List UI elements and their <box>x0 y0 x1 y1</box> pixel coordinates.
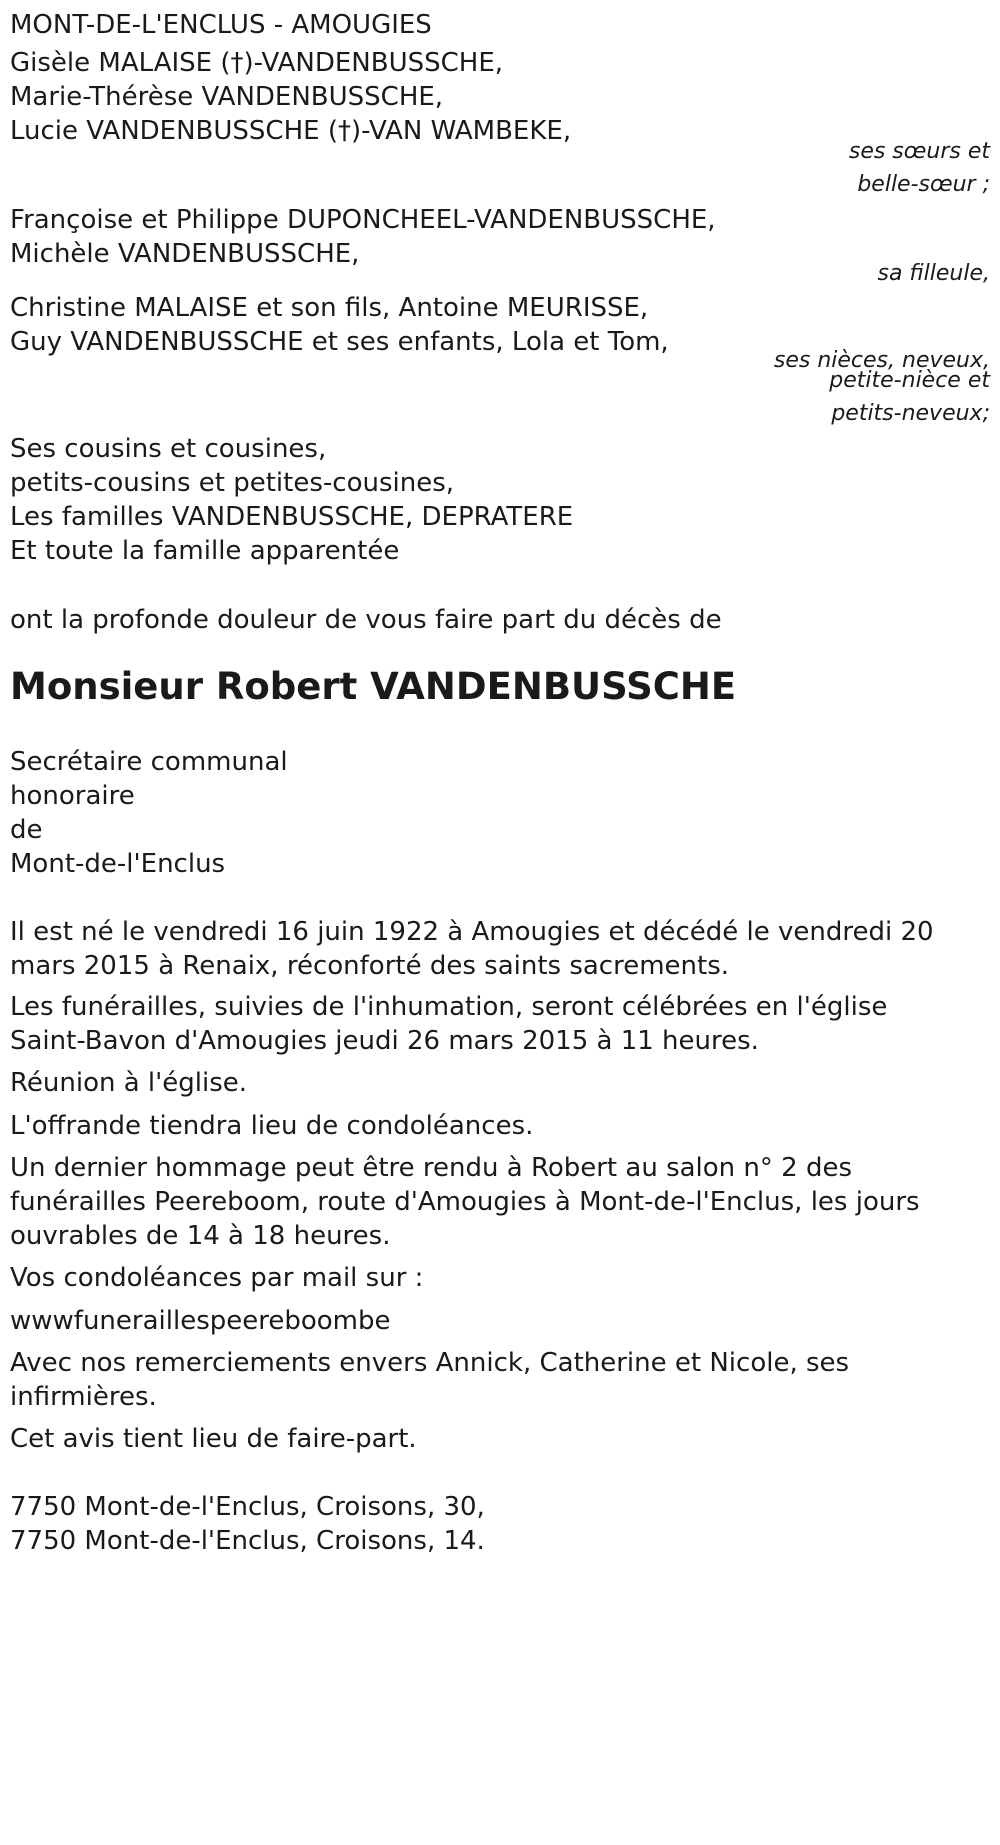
tribute-line-2: funérailles Peereboom, route d'Amougies à Mont-de-l'Enclus, les jours <box>10 1187 920 1217</box>
others-4: Et toute la famille apparentée <box>10 536 400 566</box>
funeral-line-2: Saint-Bavon d'Amougies jeudi 26 mars 2015 à 11 heures. <box>10 1026 759 1056</box>
sister-3: Lucie VANDENBUSSCHE (†)-VAN WAMBEKE, <box>10 116 572 146</box>
sister-2: Marie-Thérèse VANDENBUSSCHE, <box>10 82 444 112</box>
sister-1: Gisèle MALAISE (†)-VANDENBUSSCHE, <box>10 48 504 78</box>
deceased-name: Monsieur Robert VANDENBUSSCHE <box>10 665 737 708</box>
nieces-relation-line-1: ses nièces, neveux, <box>773 348 990 373</box>
deceased-title-4: Mont-de-l'Enclus <box>10 849 226 879</box>
others-3: Les familles VANDENBUSSCHE, DEPRATERE <box>10 502 574 532</box>
tribute-line-1: Un dernier hommage peut être rendu à Robert au salon n° 2 des <box>10 1153 853 1183</box>
sisters-relation-line-1: ses sœurs et <box>848 139 990 164</box>
goddaughter-1: Françoise et Philippe DUPONCHEEL-VANDENBUSSCHE, <box>10 205 716 235</box>
address-2: 7750 Mont-de-l'Enclus, Croisons, 14. <box>10 1526 485 1556</box>
address-1: 7750 Mont-de-l'Enclus, Croisons, 30, <box>10 1492 485 1522</box>
sisters-relation-line-2: belle-sœur ; <box>857 172 990 197</box>
tribute-line-3: ouvrables de 14 à 18 heures. <box>10 1221 391 1251</box>
condolences-label: Vos condoléances par mail sur : <box>10 1263 424 1293</box>
deceased-title-2: honoraire <box>10 781 135 811</box>
birth-line-1: Il est né le vendredi 16 juin 1922 à Amougies et décédé le vendredi 20 <box>10 917 934 947</box>
niece-1: Christine MALAISE et son fils, Antoine MEURISSE, <box>10 293 649 323</box>
goddaughter-relation: sa filleule, <box>877 261 990 286</box>
announcement: ont la profonde douleur de vous faire part du décès de <box>10 605 722 635</box>
others-1: Ses cousins et cousines, <box>10 434 327 464</box>
offering: L'offrande tiendra lieu de condoléances. <box>10 1111 534 1141</box>
website-link[interactable]: wwwfuneraillespeereboombe <box>10 1306 391 1336</box>
meeting: Réunion à l'église. <box>10 1068 248 1098</box>
funeral-line-1: Les funérailles, suivies de l'inhumation, seront célébrées en l'église <box>10 992 888 1022</box>
header-place: MONT-DE-L'ENCLUS - AMOUGIES <box>10 10 432 40</box>
thanks-line-2: infirmières. <box>10 1382 157 1412</box>
nieces-relation-line-3: petits-neveux; <box>831 401 990 426</box>
deceased-title-1: Secrétaire communal <box>10 747 288 777</box>
others-2: petits-cousins et petites-cousines, <box>10 468 455 498</box>
notice: Cet avis tient lieu de faire-part. <box>10 1424 417 1454</box>
goddaughter-2: Michèle VANDENBUSSCHE, <box>10 239 360 269</box>
deceased-title-3: de <box>10 815 43 845</box>
niece-2: Guy VANDENBUSSCHE et ses enfants, Lola et Tom, <box>10 327 669 357</box>
thanks-line-1: Avec nos remerciements envers Annick, Catherine et Nicole, ses <box>10 1348 850 1378</box>
nieces-relation-line-2: petite-nièce et <box>829 368 990 393</box>
birth-line-2: mars 2015 à Renaix, réconforté des saints sacrements. <box>10 951 730 981</box>
